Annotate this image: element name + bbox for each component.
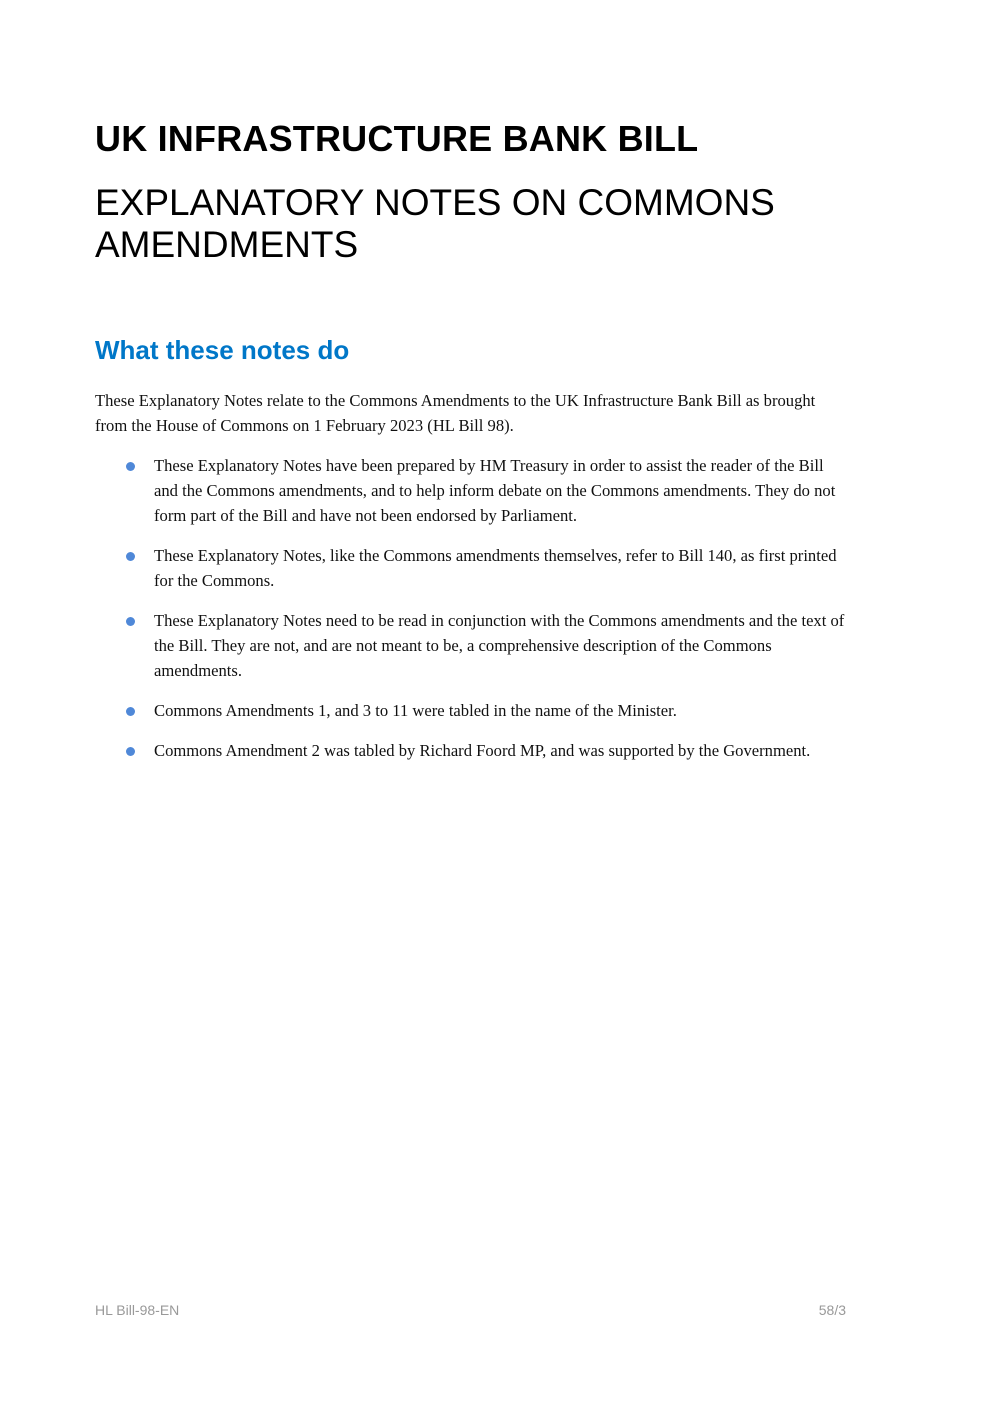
bullet-icon bbox=[126, 707, 135, 716]
bullet-icon bbox=[126, 617, 135, 626]
list-item bbox=[95, 698, 847, 723]
list-item bbox=[95, 608, 847, 683]
list-item bbox=[95, 453, 847, 528]
list-item-text: Commons Amendments 1, and 3 to 11 were tabled in the name of the Minister. bbox=[154, 701, 677, 720]
document-subtitle: EXPLANATORY NOTES ON COMMONS AMENDMENTS bbox=[95, 182, 775, 265]
notes-list bbox=[95, 453, 847, 778]
list-item-text: These Explanatory Notes need to be read in conjunction with the Commons amendments and the text of the Bill. They are not, and are not meant to be, a comprehensive description of the Commons amendments. bbox=[154, 611, 845, 680]
bullet-icon bbox=[126, 552, 135, 561]
bullet-icon bbox=[126, 747, 135, 756]
footer-page-number: 58/3 bbox=[818, 1302, 846, 1318]
intro-paragraph: These Explanatory Notes relate to the Commons Amendments to the UK Infrastructure Bank Bill as brought from the House of Commons on 1 February 2023 (HL Bill 98). bbox=[95, 391, 816, 435]
section-heading: What these notes do bbox=[95, 335, 350, 365]
footer-reference: HL Bill-98-EN bbox=[95, 1302, 180, 1318]
list-item bbox=[95, 738, 847, 763]
list-item bbox=[95, 543, 847, 593]
list-item-text: These Explanatory Notes have been prepared by HM Treasury in order to assist the reader of the Bill and the Commons amendments, and to help inform debate on the Commons amendments. They do not form part of the Bill and have not been endorsed by Parliament. bbox=[154, 456, 836, 525]
bullet-icon bbox=[126, 462, 135, 471]
list-item-text: Commons Amendment 2 was tabled by Richard Foord MP, and was supported by the Government. bbox=[154, 741, 811, 760]
list-item-text: These Explanatory Notes, like the Commons amendments themselves, refer to Bill 140, as first printed for the Commons. bbox=[154, 546, 837, 590]
document-title: UK INFRASTRUCTURE BANK BILL bbox=[95, 118, 699, 159]
